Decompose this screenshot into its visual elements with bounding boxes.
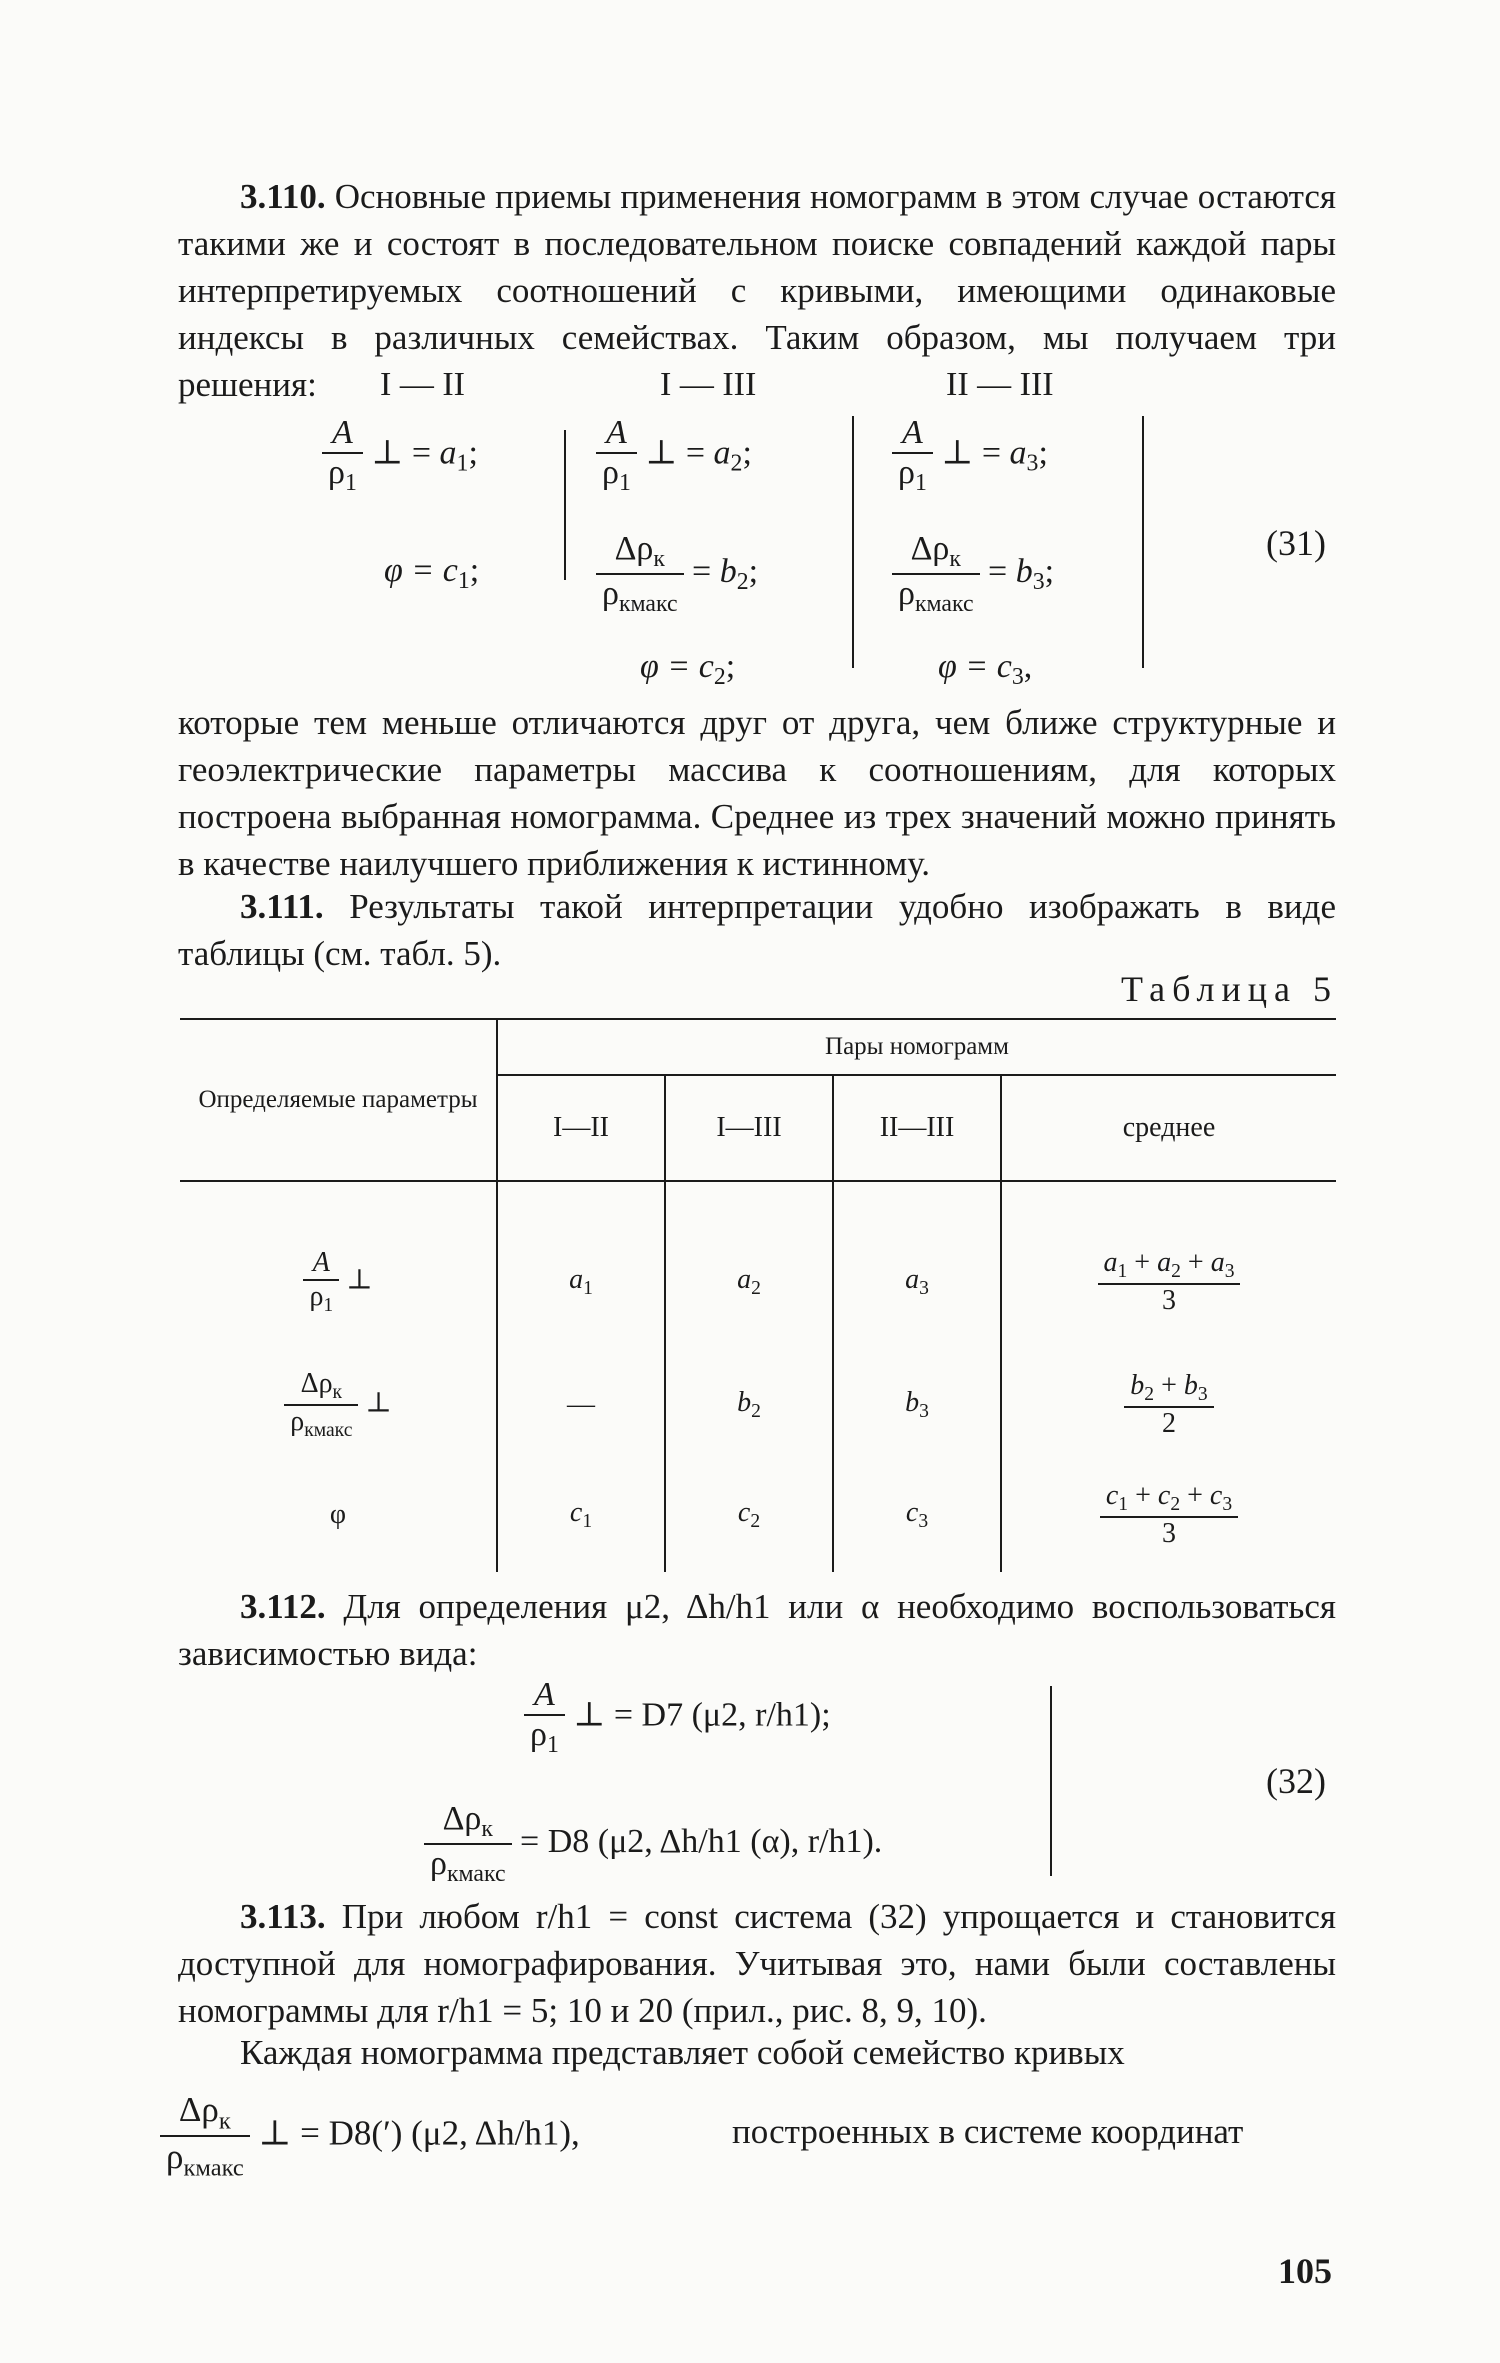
- paragraph-text: Для определения μ2, Δh/h1 или α необходимо воспользоваться зависимостью вида:: [178, 1587, 1337, 1673]
- cell: $b_3$: [833, 1352, 1001, 1458]
- cell: $c_3$: [833, 1458, 1001, 1572]
- equation-number: (32): [1266, 1761, 1326, 1801]
- eq32-line2: $\frac{\Delta\rho_к}{\rho_{кмакс}}$ = D8 (μ2, Δh/h1 (α), r/h1).: [424, 1800, 882, 1888]
- formula-inline: $\frac{\Delta\rho_к}{\rho_{кмакс}}$ ⊥ = D8(′) (μ2, Δh/h1),: [160, 2090, 580, 2183]
- col-header: I—III: [665, 1075, 833, 1181]
- eq-c2: $\varphi = c_2$;: [640, 648, 736, 691]
- paragraph-3-111: [178, 884, 1336, 978]
- cell: —: [497, 1352, 665, 1458]
- col-header: среднее: [1122, 1112, 1216, 1143]
- param-cell: $\frac{\Delta\rho_к}{\rho_{кмакс}}$ ⊥: [180, 1352, 497, 1458]
- cell: $c_1$: [497, 1458, 665, 1572]
- eq-b2: $\frac{\Delta\rho_к}{\rho_{кмакс}}$ = $b_2$;: [596, 530, 758, 618]
- section-number: 3.111.: [240, 887, 324, 926]
- paragraph-3-112: [178, 1584, 1336, 1678]
- paragraph-text: При любом r/h1 = const система (32) упрощается и становится доступной для номографирования. Учитывая это, нами были составлены номограммы для r/h1 = 5; 10 и 20 (прил., рис. 8, 9, 10).: [178, 1897, 1337, 2030]
- eq-a1: $\frac{A}{\rho_1}$ ⊥ = $a_1$;: [322, 414, 478, 497]
- header-pairs: Пары номограмм: [497, 1019, 1336, 1075]
- eq-c3: $\varphi = c_3$,: [938, 648, 1033, 691]
- brace: [846, 416, 854, 668]
- eq-a2: $\frac{A}{\rho_1}$ ⊥ = $a_2$;: [596, 414, 752, 497]
- paragraph-continuation: которые тем меньше отличаются друг от друга, чем ближе структурные и геоэлектрические параметры массива к соотношениям, для которых построена выбранная номограмма. Среднее из трех значений можно принять в качестве наилучшего приближения к истинному.: [178, 703, 1336, 883]
- page-number: 105: [1278, 2251, 1332, 2291]
- param-cell: φ: [180, 1458, 497, 1572]
- eq-b3: $\frac{\Delta\rho_к}{\rho_{кмакс}}$ = $b_3$;: [892, 530, 1054, 618]
- cell: $b_2$: [665, 1352, 833, 1458]
- eq-a3: $\frac{A}{\rho_1}$ ⊥ = $a_3$;: [892, 414, 1048, 497]
- section-number: 3.113.: [240, 1897, 326, 1936]
- pair-header-1-3: I — III: [660, 366, 757, 403]
- brace: [1136, 416, 1144, 668]
- table-row: [180, 1352, 1336, 1458]
- pair-header-2-3: II — III: [946, 366, 1054, 403]
- eq32-line1: $\frac{A}{\rho_1}$ ⊥ = D7 (μ2, r/h1);: [524, 1676, 831, 1759]
- paragraph-3-110: [178, 174, 1336, 408]
- paragraph-3-113-cont: Каждая номограмма представляет собой семейство кривых: [240, 2033, 1125, 2072]
- pair-header-1-2: I — II: [380, 366, 465, 403]
- table-row: [180, 1458, 1336, 1572]
- avg-cell: $\frac{c_1 + c_2 + c_3}{3}$: [1001, 1458, 1336, 1572]
- table-row: [180, 1181, 1336, 1352]
- section-number: 3.110.: [240, 177, 326, 216]
- eq-c1: $\varphi = c_1$;: [384, 552, 480, 595]
- table-5: [180, 1018, 1336, 1572]
- cell: $a_2$: [665, 1181, 833, 1352]
- brace: [558, 430, 566, 580]
- formula-tail: построенных в системе координат: [732, 2112, 1244, 2151]
- paragraph-3-113: [178, 1894, 1336, 2035]
- paragraph-text: Результаты такой интерпретации удобно изображать в виде таблицы (см. табл. 5).: [178, 887, 1336, 973]
- cell: $a_1$: [497, 1181, 665, 1352]
- avg-cell: $\frac{a_1 + a_2 + a_3}{3}$: [1001, 1181, 1336, 1352]
- paragraph-text: Основные приемы применения номограмм в этом случае остаются такими же и состоят в последовательном поиске совпадений каждой пары интерпретируемых соотношений с кривыми, имеющими одинаковые индексы в различных семействах. Таким образом, мы получаем три решения:: [178, 177, 1337, 404]
- col-header: I—II: [497, 1075, 665, 1181]
- table-caption: Таблица 5: [1121, 969, 1338, 1009]
- avg-cell: $\frac{b_2 + b_3}{2}$: [1001, 1352, 1336, 1458]
- cell: $c_2$: [665, 1458, 833, 1572]
- section-number: 3.112.: [240, 1587, 326, 1626]
- param-cell: $\frac{A}{\rho_1}$ ⊥: [180, 1181, 497, 1352]
- equation-number: (31): [1266, 523, 1326, 563]
- cell: $a_3$: [833, 1181, 1001, 1352]
- brace: [1042, 1686, 1052, 1876]
- col-header: II—III: [833, 1075, 1001, 1181]
- header-params: Определяемые параметры: [180, 1019, 497, 1181]
